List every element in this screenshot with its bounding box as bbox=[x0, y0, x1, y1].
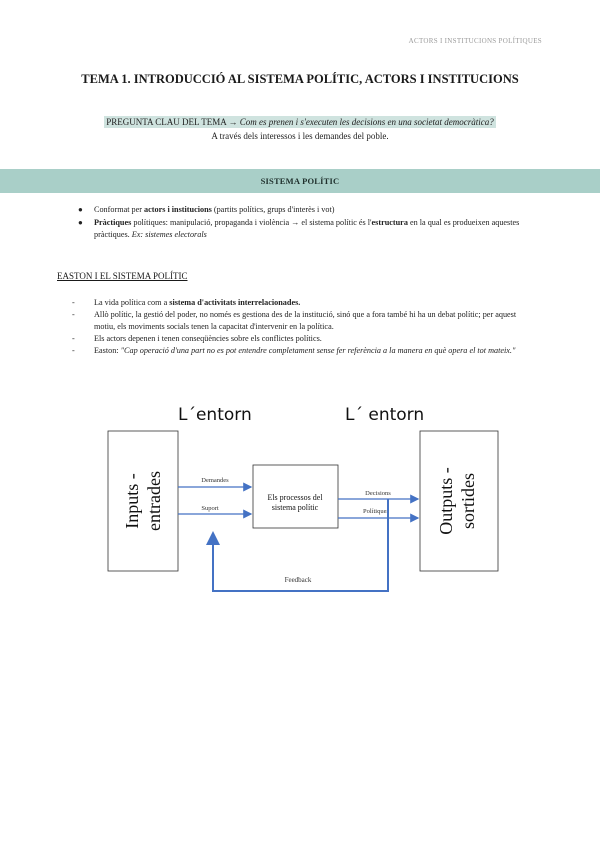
bullet-bold: actors i institucions bbox=[144, 205, 212, 214]
list-item bbox=[78, 204, 528, 216]
easton-system-diagram bbox=[105, 398, 500, 603]
list-item bbox=[72, 309, 532, 333]
key-question-highlight bbox=[104, 116, 496, 128]
section-heading: EASTON I EL SISTEMA POLÍTIC bbox=[57, 271, 188, 281]
demands-label: Demandes bbox=[201, 477, 229, 484]
list-item bbox=[78, 217, 528, 241]
dash-list bbox=[72, 297, 532, 357]
inputs-box bbox=[108, 431, 178, 571]
running-header: ACTORS I INSTITUCIONS POLÍTIQUES bbox=[408, 37, 542, 45]
section-band bbox=[0, 169, 600, 193]
support-label: Suport bbox=[201, 505, 219, 512]
key-answer: A través dels interessos i les demandes del poble. bbox=[211, 131, 389, 141]
key-question-text: Com es prenen i s'executen les decisions en una societat democràtica? bbox=[239, 117, 494, 127]
process-label-sub: sistema polític bbox=[271, 503, 319, 512]
environment-label-left: L´entorn bbox=[178, 405, 252, 425]
decisions-label: Decisions bbox=[365, 490, 391, 497]
bullet-icon: ● bbox=[78, 205, 83, 214]
bullet-icon: ● bbox=[78, 218, 83, 227]
inputs-label-sub: entrades bbox=[144, 471, 164, 531]
dash-text: Allò polític, la gestió del poder, no només es gestiona des de la institució, sinó que a fora també hi ha un debat polític; per aquest motiu, els moviments socials tenen la capacitat d'intervenir en la política. bbox=[94, 310, 517, 331]
dash-text: La vida política com a bbox=[94, 298, 170, 307]
dash-marker: - bbox=[72, 334, 75, 343]
dash-text: Easton: bbox=[94, 346, 121, 355]
page-title: TEMA 1. INTRODUCCIÓ AL SISTEMA POLÍTIC, ACTORS I INSTITUCIONS bbox=[81, 72, 519, 86]
bullet-text: en la qual es produeixen aquestes pràctiques. bbox=[94, 218, 520, 239]
bullet-list bbox=[78, 204, 528, 242]
policies-label: Polítiques bbox=[362, 508, 390, 515]
bullet-text: polítiques: manipulació, propaganda i violència → el sistema polític és l' bbox=[131, 218, 372, 227]
easton-quote: "Cap operació d'una part no es pot entendre completament sense fer referència a la manera en què opera el tot mateix." bbox=[120, 346, 516, 355]
key-question-label: PREGUNTA CLAU DEL TEMA → bbox=[106, 117, 238, 127]
outputs-label-sub: sortides bbox=[458, 473, 478, 529]
section-band-title: SISTEMA POLÍTIC bbox=[260, 176, 340, 186]
list-item bbox=[72, 345, 532, 357]
list-item bbox=[72, 333, 532, 345]
bullet-text: (partits polítics, grups d'interès i vot) bbox=[211, 205, 335, 214]
dash-text: Els actors depenen i tenen conseqüències sobre els conflictes polítics. bbox=[94, 334, 322, 343]
dash-marker: - bbox=[72, 346, 75, 355]
bullet-bold: Pràctiques bbox=[94, 218, 132, 227]
bullet-example: Ex: sistemes electorals bbox=[131, 230, 207, 239]
inputs-label: Inputs - bbox=[122, 473, 142, 529]
dash-marker: - bbox=[72, 310, 75, 319]
bullet-text: Conformat per bbox=[94, 205, 145, 214]
environment-label-right: L´ entorn bbox=[345, 405, 425, 425]
dash-marker: - bbox=[72, 298, 75, 307]
outputs-label: Outputs - bbox=[436, 467, 456, 535]
list-item bbox=[72, 297, 532, 309]
dash-bold: sistema d'activitats interrelacionades. bbox=[169, 298, 301, 307]
process-label: Els processos del bbox=[267, 493, 323, 502]
feedback-label: Feedback bbox=[284, 576, 312, 584]
key-question bbox=[0, 117, 600, 127]
bullet-bold: estructura bbox=[371, 218, 408, 227]
